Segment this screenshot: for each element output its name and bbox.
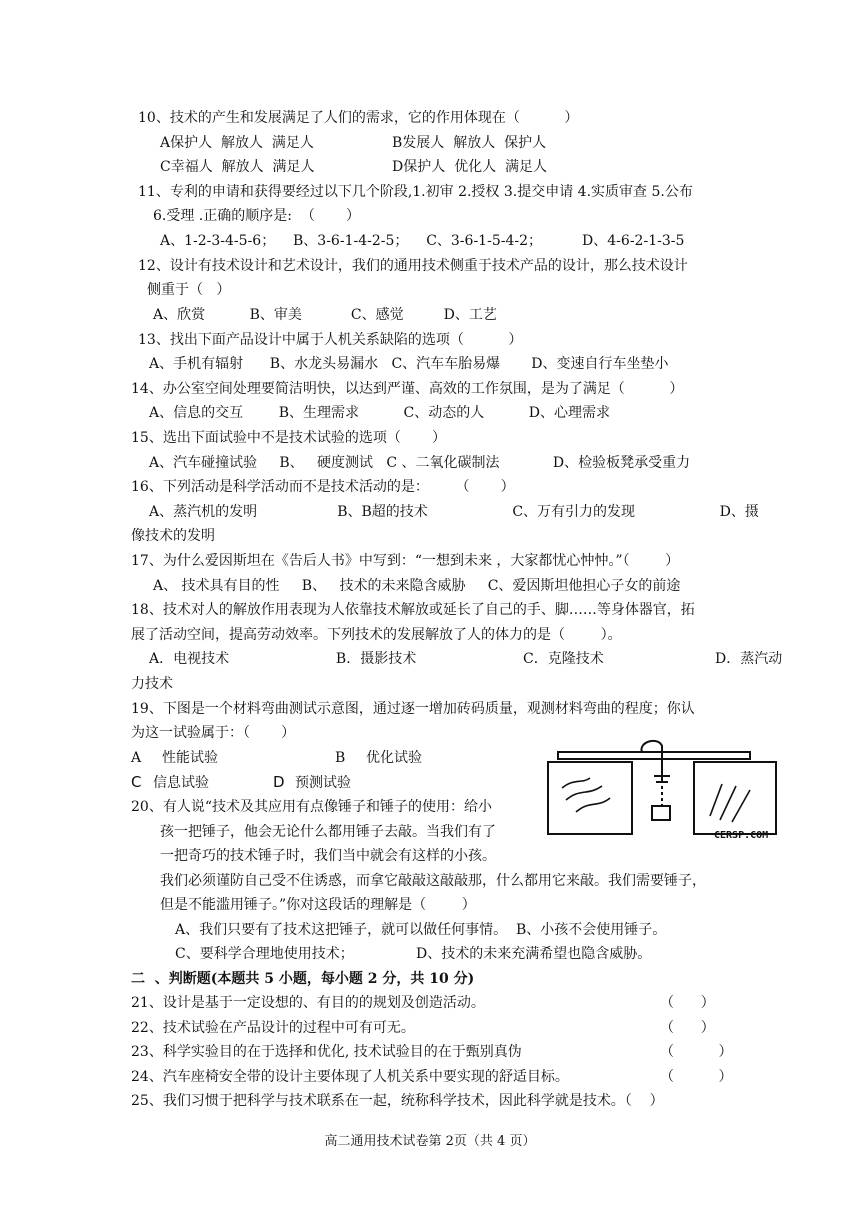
judgment-21-text: 21、设计是基于一定设想的、有目的的规划及创造活动。	[131, 995, 485, 1011]
q18-stem-line1: 18、技术对人的解放作用表现为人依靠技术解放或延长了自己的手、脚……等身体器官，拓	[131, 602, 695, 618]
q20-line1: 20、有人说“技术及其应用有点像锤子和锤子的使用：给小	[131, 799, 492, 815]
q19-option-b-letter: B	[335, 750, 346, 766]
q13-stem: 13、找出下面产品设计中属于人机关系缺陷的选项（ ）	[138, 332, 523, 348]
bending-test-figure	[546, 738, 784, 842]
q16-options: A、蒸汽机的发明 B、B超的技术 C、万有引力的发现 D、摄	[149, 504, 759, 520]
q17-stem: 17、为什么爱因斯坦在《告后人书》中写到：“一想到未来 ，大家都忧心忡忡。”（ ）	[131, 553, 680, 569]
q12-stem-line2: 侧重于（ ）	[147, 282, 231, 298]
q20-line5: 但是不能滥用锤子。”你对这段话的理解是（ ）	[160, 897, 476, 913]
q11-options: A、1-2-3-4-5-6； B、3-6-1-4-2-5； C、3-6-1-5-4-2； D、4-6-2-1-3-5	[160, 233, 685, 249]
figure-watermark: CERSP.COM	[714, 830, 769, 841]
judgment-24-text: 24、汽车座椅安全带的设计主要体现了人机关系中要实现的舒适目标。	[131, 1069, 569, 1085]
q20-line3: 一把奇巧的技术锤子时，我们当中就会有这样的小孩。	[160, 848, 496, 864]
q18-options-wrap: 力技术	[131, 676, 173, 692]
q19-option-d-text: 预测试验	[295, 775, 351, 791]
q19-option-d-letter: D	[273, 773, 285, 791]
q10-option-b: B发展人 解放人 保护人	[392, 135, 547, 151]
q10-option-d: D保护人 优化人 满足人	[392, 159, 548, 175]
q19-option-a-letter: A	[131, 750, 142, 766]
q17-options: A、 技术具有目的性 B、 技术的未来隐含威胁 C、爱因斯坦他担心子女的前途	[153, 578, 681, 594]
q20-line2: 孩一把锤子，他会无论什么都用锤子去敲。当我们有了	[160, 824, 496, 840]
weight-hanger	[654, 768, 670, 782]
q10-stem: 10、技术的产生和发展满足了人们的需求，它的作用体现在（ ）	[138, 110, 579, 126]
judgment-23-blank: （ ）	[660, 1044, 733, 1060]
q16-stem: 16、下列活动是科学活动而不是技术活动的是： （ ）	[131, 479, 515, 495]
q10-option-c: C幸福人 解放人 满足人	[160, 159, 315, 175]
judgment-21-blank: （ ）	[660, 995, 715, 1011]
test-beam	[558, 752, 750, 759]
q19-option-a-text: 性能试验	[162, 750, 218, 766]
q20-line4: 我们必须谨防自己受不住诱惑，而拿它敲敲这敲敲那，什么都用它来敲。我们需要锤子，	[160, 873, 706, 889]
q14-stem: 14、办公室空间处理要简洁明快，以达到严谨、高效的工作氛围，是为了满足（ ）	[131, 381, 684, 397]
q13-options: A、手机有辐射 B、水龙头易漏水 C、汽车车胎易爆 D、变速自行车坐垫小	[149, 356, 669, 372]
q19-option-b-text: 优化试验	[366, 750, 422, 766]
judgment-22-text: 22、技术试验在产品设计的过程中可有可无。	[131, 1020, 415, 1036]
page-footer: 高二通用技术试卷第 2页（共 4 页）	[324, 1134, 536, 1149]
q20-options-cd: C、要科学合理地使用技术； D、技术的未来充满希望也隐含威胁。	[175, 946, 652, 962]
hanging-hook	[641, 741, 662, 768]
q19-option-c-letter: C	[131, 773, 142, 791]
q20-options-ab: A、我们只要有了技术这把锤子，就可以做任何事情。 B、小孩不会使用锤子。	[175, 922, 667, 938]
judgment-24-blank: （ ）	[660, 1069, 733, 1085]
judgment-23-text: 23、科学实验目的在于选择和优化, 技术试验目的在于甄别真伪	[131, 1044, 522, 1060]
q19-stem-line2: 为这一试验属于：（ ）	[131, 725, 296, 741]
right-support	[694, 762, 776, 834]
weight-block	[652, 806, 670, 820]
q14-options: A、信息的交互 B、生理需求 C、动态的人 D、心理需求	[149, 405, 610, 421]
left-support	[548, 762, 632, 834]
q15-stem: 15、选出下面试验中不是技术试验的选项（ ）	[131, 430, 446, 446]
q19-stem-line1: 19、下图是一个材料弯曲测试示意图，通过逐一增加砖码质量，观测材料弯曲的程度；你认	[131, 701, 695, 717]
q15-options: A、汽车碰撞试验 B、 硬度测试 C 、二氧化碳制法 D、检验板凳承受重力	[149, 455, 691, 471]
judgment-25-text: 25、我们习惯于把科学与技术联系在一起，统称科学技术，因此科学就是技术。（ ）	[131, 1093, 664, 1109]
q11-stem-line1: 11、专利的申请和获得要经过以下几个阶段,1.初审 2.授权 3.提交申请 4.实质审查 5.公布	[138, 184, 693, 200]
q10-option-a: A保护人 解放人 满足人	[160, 135, 314, 151]
section2-title: 二 、判断题(本题共 5 小题，每小题 2 分，共 10 分)	[131, 971, 475, 987]
q12-options: A、欣赏 B、审美 C、感觉 D、工艺	[153, 307, 497, 323]
q11-stem-line2: 6.受理 .正确的顺序是: （ ）	[153, 208, 361, 224]
q16-options-wrap: 像技术的发明	[131, 528, 215, 544]
q18-options: A．电视技术 B．摄影技术 C．克隆技术 D．蒸汽动	[149, 651, 783, 667]
q18-stem-line2: 展了活动空间，提高劳动效率。下列技术的发展解放了人的体力的是（ ）。	[131, 627, 622, 643]
q12-stem-line1: 12、设计有技术设计和艺术设计，我们的通用技术侧重于技术产品的设计，那么技术设计	[138, 258, 688, 274]
q19-option-c-text: 信息试验	[153, 775, 209, 791]
judgment-22-blank: （ ）	[660, 1020, 715, 1036]
